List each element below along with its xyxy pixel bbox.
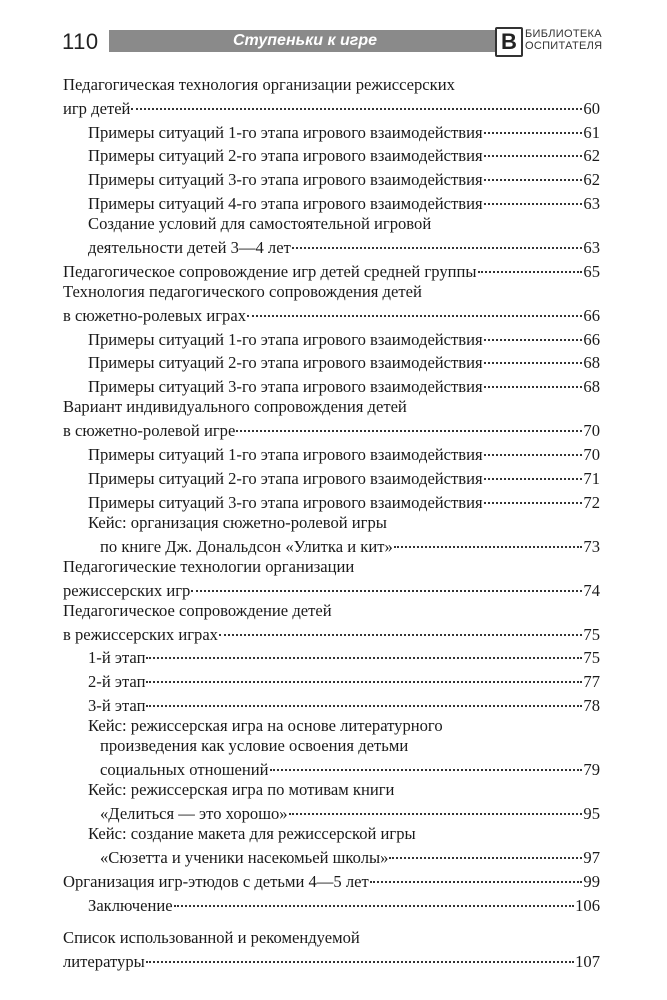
- page-ref: 78: [583, 695, 600, 715]
- page-ref: 63: [583, 193, 600, 213]
- toc-entry: Примеры ситуаций 3-го этапа игрового взаимодействия 62: [63, 167, 600, 191]
- page-ref: 68: [583, 353, 600, 373]
- table-of-contents: [63, 75, 600, 972]
- toc-entry: Технология педагогического сопровождения детей в сюжетно-ролевых играх 66: [63, 281, 600, 325]
- toc-entry: 1-й этап 75: [63, 645, 600, 669]
- page-ref: 60: [583, 98, 600, 118]
- toc-entry: Кейс: режиссерская игра на основе литературного произведения как условие освоения детьми социальных отношений 79: [88, 716, 600, 780]
- toc-entry: Примеры ситуаций 3-го этапа игрового взаимодействия 72: [63, 489, 600, 513]
- toc-entry: Вариант индивидуального сопровождения детей в сюжетно-ролевой игре 70: [63, 397, 600, 441]
- toc-entry: Педагогические технологии организации режиссерских игр 74: [63, 556, 600, 600]
- toc-entry: Заключение 106: [63, 892, 600, 916]
- series-logo-icon: В: [495, 27, 523, 57]
- page-ref: 70: [583, 444, 600, 464]
- toc-entry: 2-й этап 77: [63, 669, 600, 693]
- series-logo-text: [525, 28, 602, 52]
- toc-entry: Создание условий для самостоятельной игровой деятельности детей 3—4 лет 63: [88, 214, 600, 257]
- toc-entry: Примеры ситуаций 1-го этапа игрового взаимодействия 70: [63, 441, 600, 465]
- page-ref: 61: [583, 122, 600, 142]
- running-title: Ступеньки к игре: [109, 30, 501, 52]
- toc-entry: 3-й этап 78: [63, 692, 600, 716]
- page-ref: 66: [583, 329, 600, 349]
- page-ref: 79: [583, 760, 600, 780]
- page-ref: 77: [583, 672, 600, 692]
- page-ref: 70: [583, 421, 600, 441]
- logo-line-2: ОСПИТАТЕЛЯ: [525, 40, 603, 52]
- toc-entry: Примеры ситуаций 2-го этапа игрового взаимодействия 71: [63, 465, 600, 489]
- toc-entry: Кейс: режиссерская игра по мотивам книги «Делиться — это хорошо» 95: [88, 780, 600, 824]
- page-ref: 63: [583, 237, 600, 257]
- page-ref: 72: [583, 492, 600, 512]
- toc-entry: Примеры ситуаций 2-го этапа игрового взаимодействия 68: [63, 350, 600, 374]
- toc-entry: Кейс: организация сюжетно-ролевой игры по книге Дж. Дональдсон «Улитка и кит» 73: [88, 512, 600, 556]
- toc-entry: Примеры ситуаций 4-го этапа игрового взаимодействия 63: [63, 190, 600, 214]
- toc-entry: Список использованной и рекомендуемой литературы 107: [63, 927, 600, 971]
- page-ref: 97: [583, 848, 600, 868]
- toc-entry: Педагогическое сопровождение игр детей средней группы 65: [63, 258, 600, 282]
- toc-entry: Примеры ситуаций 2-го этапа игрового взаимодействия 62: [63, 143, 600, 167]
- toc-entry: Педагогическая технология организации режиссерских игр детей 60: [63, 75, 600, 118]
- toc-entry: Примеры ситуаций 1-го этапа игрового взаимодействия 66: [63, 326, 600, 350]
- page-ref: 71: [583, 468, 600, 488]
- logo-line-1: БИБЛИОТЕКА: [525, 28, 602, 40]
- page-ref: 75: [583, 624, 600, 644]
- page-ref: 65: [583, 261, 600, 281]
- page-ref: 106: [575, 895, 600, 915]
- toc-entry: Кейс: создание макета для режиссерской игры «Сюзетта и ученики насекомьей школы» 97: [88, 824, 600, 868]
- page-ref: 62: [583, 170, 600, 190]
- page-ref: 68: [583, 377, 600, 397]
- page-ref: 107: [575, 951, 600, 971]
- toc-entry: Примеры ситуаций 1-го этапа игрового взаимодействия 61: [63, 119, 600, 143]
- toc-entry: Организация игр-этюдов с детьми 4—5 лет 99: [63, 868, 600, 892]
- page-ref: 74: [583, 580, 600, 600]
- page-ref: 99: [583, 871, 600, 891]
- running-header: [62, 27, 602, 55]
- toc-entry: Примеры ситуаций 3-го этапа игрового взаимодействия 68: [63, 374, 600, 398]
- page-ref: 62: [583, 146, 600, 166]
- page-number: 110: [62, 29, 99, 54]
- toc-entry: Педагогическое сопровождение детей в режиссерских играх 75: [63, 600, 600, 644]
- page-ref: 95: [583, 804, 600, 824]
- page-ref: 75: [583, 648, 600, 668]
- page-ref: 73: [583, 536, 600, 556]
- page-ref: 66: [583, 305, 600, 325]
